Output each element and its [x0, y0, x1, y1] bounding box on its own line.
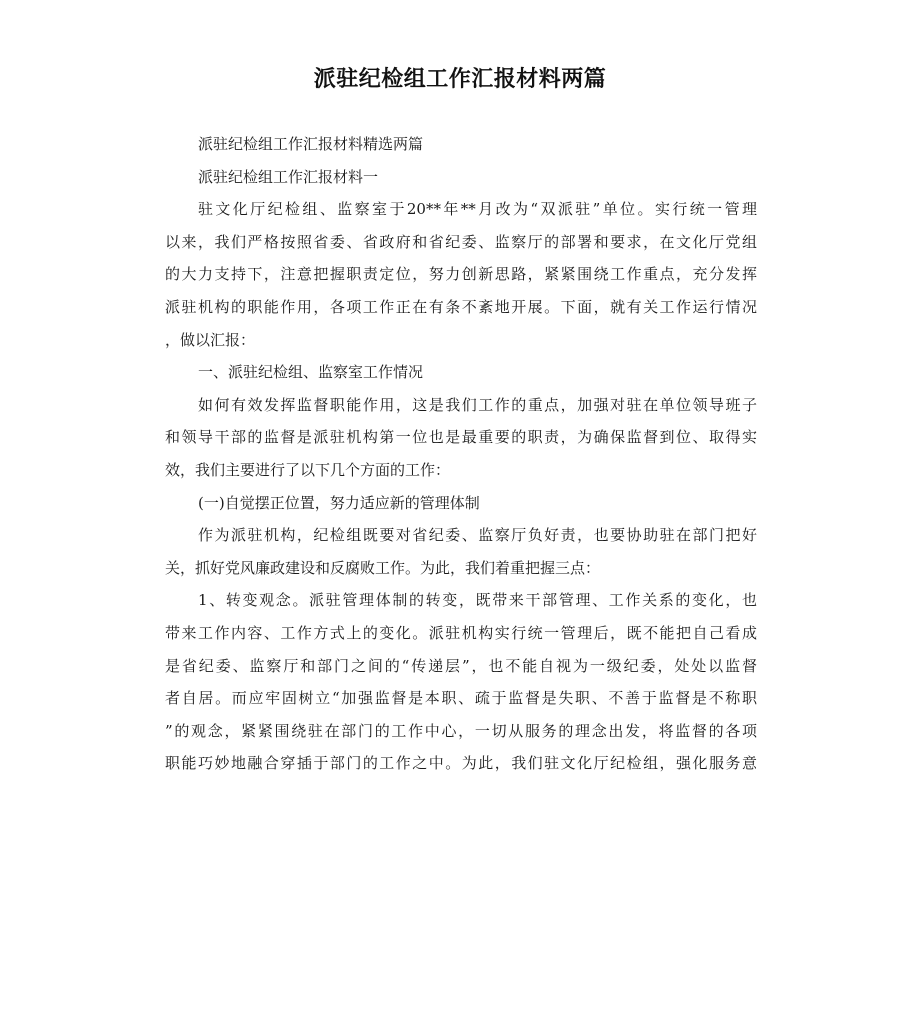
- paragraph-line: 者自居。而应牢固树立“加强监督是本职、疏于监督是失职、不善于监督是不称职: [165, 689, 757, 708]
- paragraph-line: 带来工作内容、工作方式上的变化。派驻机构实行统一管理后，既不能把自己看成: [165, 623, 757, 642]
- document-title: 派驻纪检组工作汇报材料两篇: [313, 67, 607, 92]
- paragraph-line: 以来，我们严格按照省委、省政府和省纪委、监察厅的部署和要求，在文化厅党组: [165, 232, 757, 251]
- paragraph-line: 派驻机构的职能作用，各项工作正在有条不紊地开展。下面，就有关工作运行情况: [165, 297, 757, 316]
- paragraph-line: 1、转变观念。派驻管理体制的转变，既带来干部管理、工作关系的变化，也: [198, 591, 757, 610]
- paragraph-line: 如何有效发挥监督职能作用，这是我们工作的重点，加强对驻在单位领导班子: [198, 395, 757, 414]
- paragraph-line: 的大力支持下，注意把握职责定位，努力创新思路，紧紧围绕工作重点，充分发挥: [165, 265, 757, 284]
- paragraph-line: 和领导干部的监督是派驻机构第一位也是最重要的职责，为确保监督到位、取得实: [165, 428, 757, 447]
- subtitle-line: 派驻纪检组工作汇报材料精选两篇: [198, 135, 424, 153]
- document-body: [165, 128, 757, 780]
- section-heading-line: 一、派驻纪检组、监察室工作情况: [198, 363, 424, 382]
- section-heading-line: 派驻纪检组工作汇报材料一: [198, 167, 379, 186]
- subsection-heading-line: (一)自觉摆正位置，努力适应新的管理体制: [198, 493, 480, 512]
- paragraph-line: ，做以汇报：: [165, 330, 256, 349]
- paragraph-line: 是省纪委、监察厅和部门之间的“传递层”，也不能自视为一级纪委，处处以监督: [165, 656, 757, 675]
- paragraph-line: 作为派驻机构，纪检组既要对省纪委、监察厅负好责，也要协助驻在部门把好: [198, 526, 757, 545]
- paragraph-line: 效，我们主要进行了以下几个方面的工作：: [165, 460, 451, 479]
- paragraph-line: ”的观念，紧紧围绕驻在部门的工作中心，一切从服务的理念出发，将监督的各项: [165, 721, 757, 740]
- paragraph-line: 驻文化厅纪检组、监察室于20**年**月改为“双派驻”单位。实行统一管理: [198, 200, 757, 219]
- paragraph-line: 职能巧妙地融合穿插于部门的工作之中。为此，我们驻文化厅纪检组，强化服务意: [165, 754, 757, 773]
- paragraph-line: 关，抓好党风廉政建设和反腐败工作。为此，我们着重把握三点：: [165, 558, 601, 577]
